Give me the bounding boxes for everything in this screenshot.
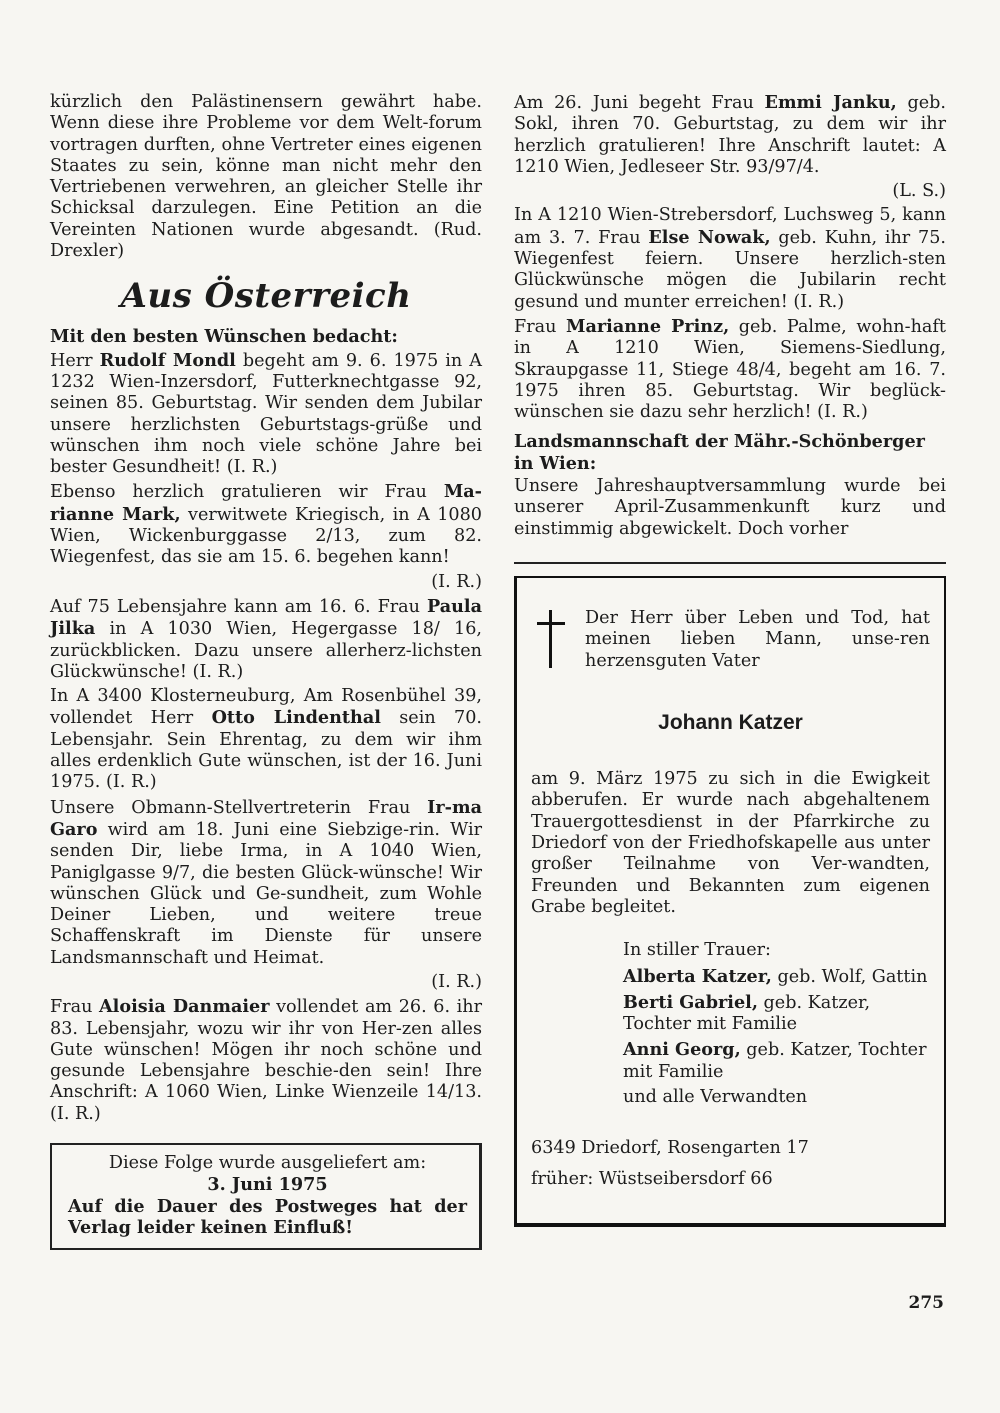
entry-nowak: In A 1210 Wien-Strebersdorf, Luchsweg 5, kann am 3. 7. Frau Else Nowak, geb. Kuhn, ihr 75. Wiegenfest feiern. Unsere herzlich-sten Glückwünsche mögen die Jubilarin recht gesund und munter erreichen! (I. R.) — [514, 205, 946, 312]
mourner: Anni Georg, geb. Katzer, Tochter mit Familie — [623, 1039, 927, 1082]
delivery-disclaimer: Auf die Dauer des Postweges hat der Verlag leider keinen Einfluß! — [68, 1195, 467, 1238]
entry-danmaier: Frau Aloisia Danmaier vollendet am 26. 6. ihr 83. Lebensjahr, wozu wir ihr von Her-zen alles Gute wünschen! Mögen ihr noch schöne und gesunde Lebensjahre beschie-den sein! Ihre Anschrift: A 1060 Wien, Linke Wienzeile 14/13. (I. R.) — [50, 996, 482, 1124]
entry-jilka: Auf 75 Lebensjahre kann am 16. 6. Frau Paula Jilka in A 1030 Wien, Hegergasse 18/ 16, zurückblicken. Dazu unsere allerherz-lichsten Glückwünsche! (I. R.) — [50, 595, 482, 682]
drexler-paragraph: kürzlich den Palästinensern gewährt habe. Wenn diese ihre Probleme vor dem Welt-forum vortragen durften, ohne Vertreter eines eigenen Staates zu sein, könne man nicht mehr den Vertriebenen verwehren, an gleicher Stelle ihr Schicksal darzulegen. Eine Petition an die Vereinten Nationen wurde abgesandt. (Rud. Drexler) — [50, 92, 482, 262]
mourner: Berti Gabriel, geb. Katzer, Tochter mit Familie — [623, 991, 871, 1035]
person-name: Ir-ma Garo — [50, 796, 482, 840]
obituary-box — [514, 576, 946, 1227]
person-name: Else Nowak, — [648, 226, 771, 248]
entry-prinz: Frau Marianne Prinz, geb. Palme, wohn-haft in A 1210 Wien, Siemens-Siedlung, Skraupgasse 11, Stiege 48/4, begeht am 16. 7. 1975 ihren 85. Geburtstag. Wir beglück-wünschen sie dazu sehr herzlich! (I. R.) — [514, 315, 946, 423]
mourners-list — [623, 940, 930, 1108]
obituary-body: am 9. März 1975 zu sich in die Ewigkeit abberufen. Er wurde nach abgehaltenem Trauergottesdienst in der Pfarrkirche zu Driedorf von der Friedhofskapelle aus unter großer Teilnahme von Ver-wandten, Freunden und Bekannten zum eigenen Grabe begleitet. — [531, 769, 930, 917]
entry-mondl: Herr Rudolf Mondl begeht am 9. 6. 1975 in A 1232 Wien-Inzersdorf, Futterknechtgasse 92, seinen 85. Geburtstag. Wir senden dem Jubilar unsere herzlichsten Geburtstags-grüße und wünschen ihm noch viele schöne Jahre bei bester Gesundheit! (I. R.) — [50, 349, 482, 478]
person-name: Paula Jilka — [50, 595, 482, 640]
birthday-subheading: Mit den besten Wünschen bedacht: — [50, 326, 398, 348]
person-name: Aloisia Danmaier — [99, 996, 270, 1018]
obituary-address — [531, 1138, 930, 1190]
former-address: früher: Wüstseibersdorf 66 — [531, 1168, 773, 1189]
association-subheading: Landsmannschaft der Mähr.-Schönberger in Wien: — [514, 431, 925, 474]
page-number: 275 — [908, 1293, 944, 1313]
person-name: Rudolf Mondl — [99, 349, 236, 371]
assembly-paragraph: Unsere Jahreshauptversammlung wurde bei unserer April-Zusammenkunft kurz und einstimmig abgewickelt. Doch vorher — [514, 476, 946, 539]
signature: (I. R.) — [431, 571, 482, 592]
cross-icon — [531, 608, 571, 668]
deceased-name: Johann Katzer — [658, 710, 803, 734]
delivery-date: 3. Juni 1975 — [207, 1174, 328, 1196]
delivery-line: Diese Folge wurde ausgeliefert am: — [108, 1153, 427, 1174]
person-name: Ma-rianne Mark, — [50, 481, 482, 525]
mourner-relatives: und alle Verwandten — [623, 1086, 808, 1107]
signature: (I. R.) — [431, 971, 482, 992]
person-name: Otto Lindenthal — [211, 707, 381, 729]
right-column — [514, 92, 946, 1227]
left-column — [50, 92, 482, 1250]
obituary-intro: Der Herr über Leben und Tod, hat meinen lieben Mann, unse-ren herzensguten Vater — [585, 607, 930, 671]
entry-janku: Am 26. Juni begeht Frau Emmi Janku, geb. Sokl, ihren 70. Geburtstag, zu dem wir ihr herzlich gratulieren! Ihre Anschrift lautet: A 1210 Wien, Jedleseer Str. 93/97/4. — [514, 92, 947, 177]
section-title: Aus Österreich — [120, 276, 412, 317]
person-name: Emmi Janku, — [764, 92, 897, 113]
divider — [514, 562, 946, 564]
current-address: 6349 Driedorf, Rosengarten 17 — [531, 1138, 809, 1159]
signature: (L. S.) — [892, 181, 946, 202]
mourning-label: In stiller Trauer: — [623, 940, 771, 961]
delivery-notice-box — [50, 1143, 482, 1250]
mourner: Alberta Katzer, geb. Wolf, Gattin — [623, 965, 928, 987]
entry-mark: Ebenso herzlich gratulieren wir Frau Ma-rianne Mark, verwitwete Kriegisch, in A 1080 Wien, Wickenburggasse 2/13, zum 82. Wiegenfest, das sie am 15. 6. begehen kann! — [50, 481, 482, 568]
entry-lindenthal: In A 3400 Klosterneuburg, Am Rosenbühel 39, vollendet Herr Otto Lindenthal sein 70. Lebensjahr. Sein Ehrentag, zu dem wir ihm alles erdenklich Gute wünschen, ist der 16. Juni 1975. (I. R.) — [50, 686, 482, 793]
person-name: Marianne Prinz, — [566, 315, 730, 337]
entry-garo: Unsere Obmann-Stellvertreterin Frau Ir-ma Garo wird am 18. Juni eine Siebzige-rin. Wir senden Dir, liebe Irma, in A 1040 Wien, Paniglgasse 9/7, die besten Glück-wünsche! Wir wünschen Glück und Ge-sundheit, zum Wohle Deiner Lieben, und weitere treue Schaffenskraft im Dienste für unsere Landsmannschaft und Heimat. — [50, 796, 482, 968]
